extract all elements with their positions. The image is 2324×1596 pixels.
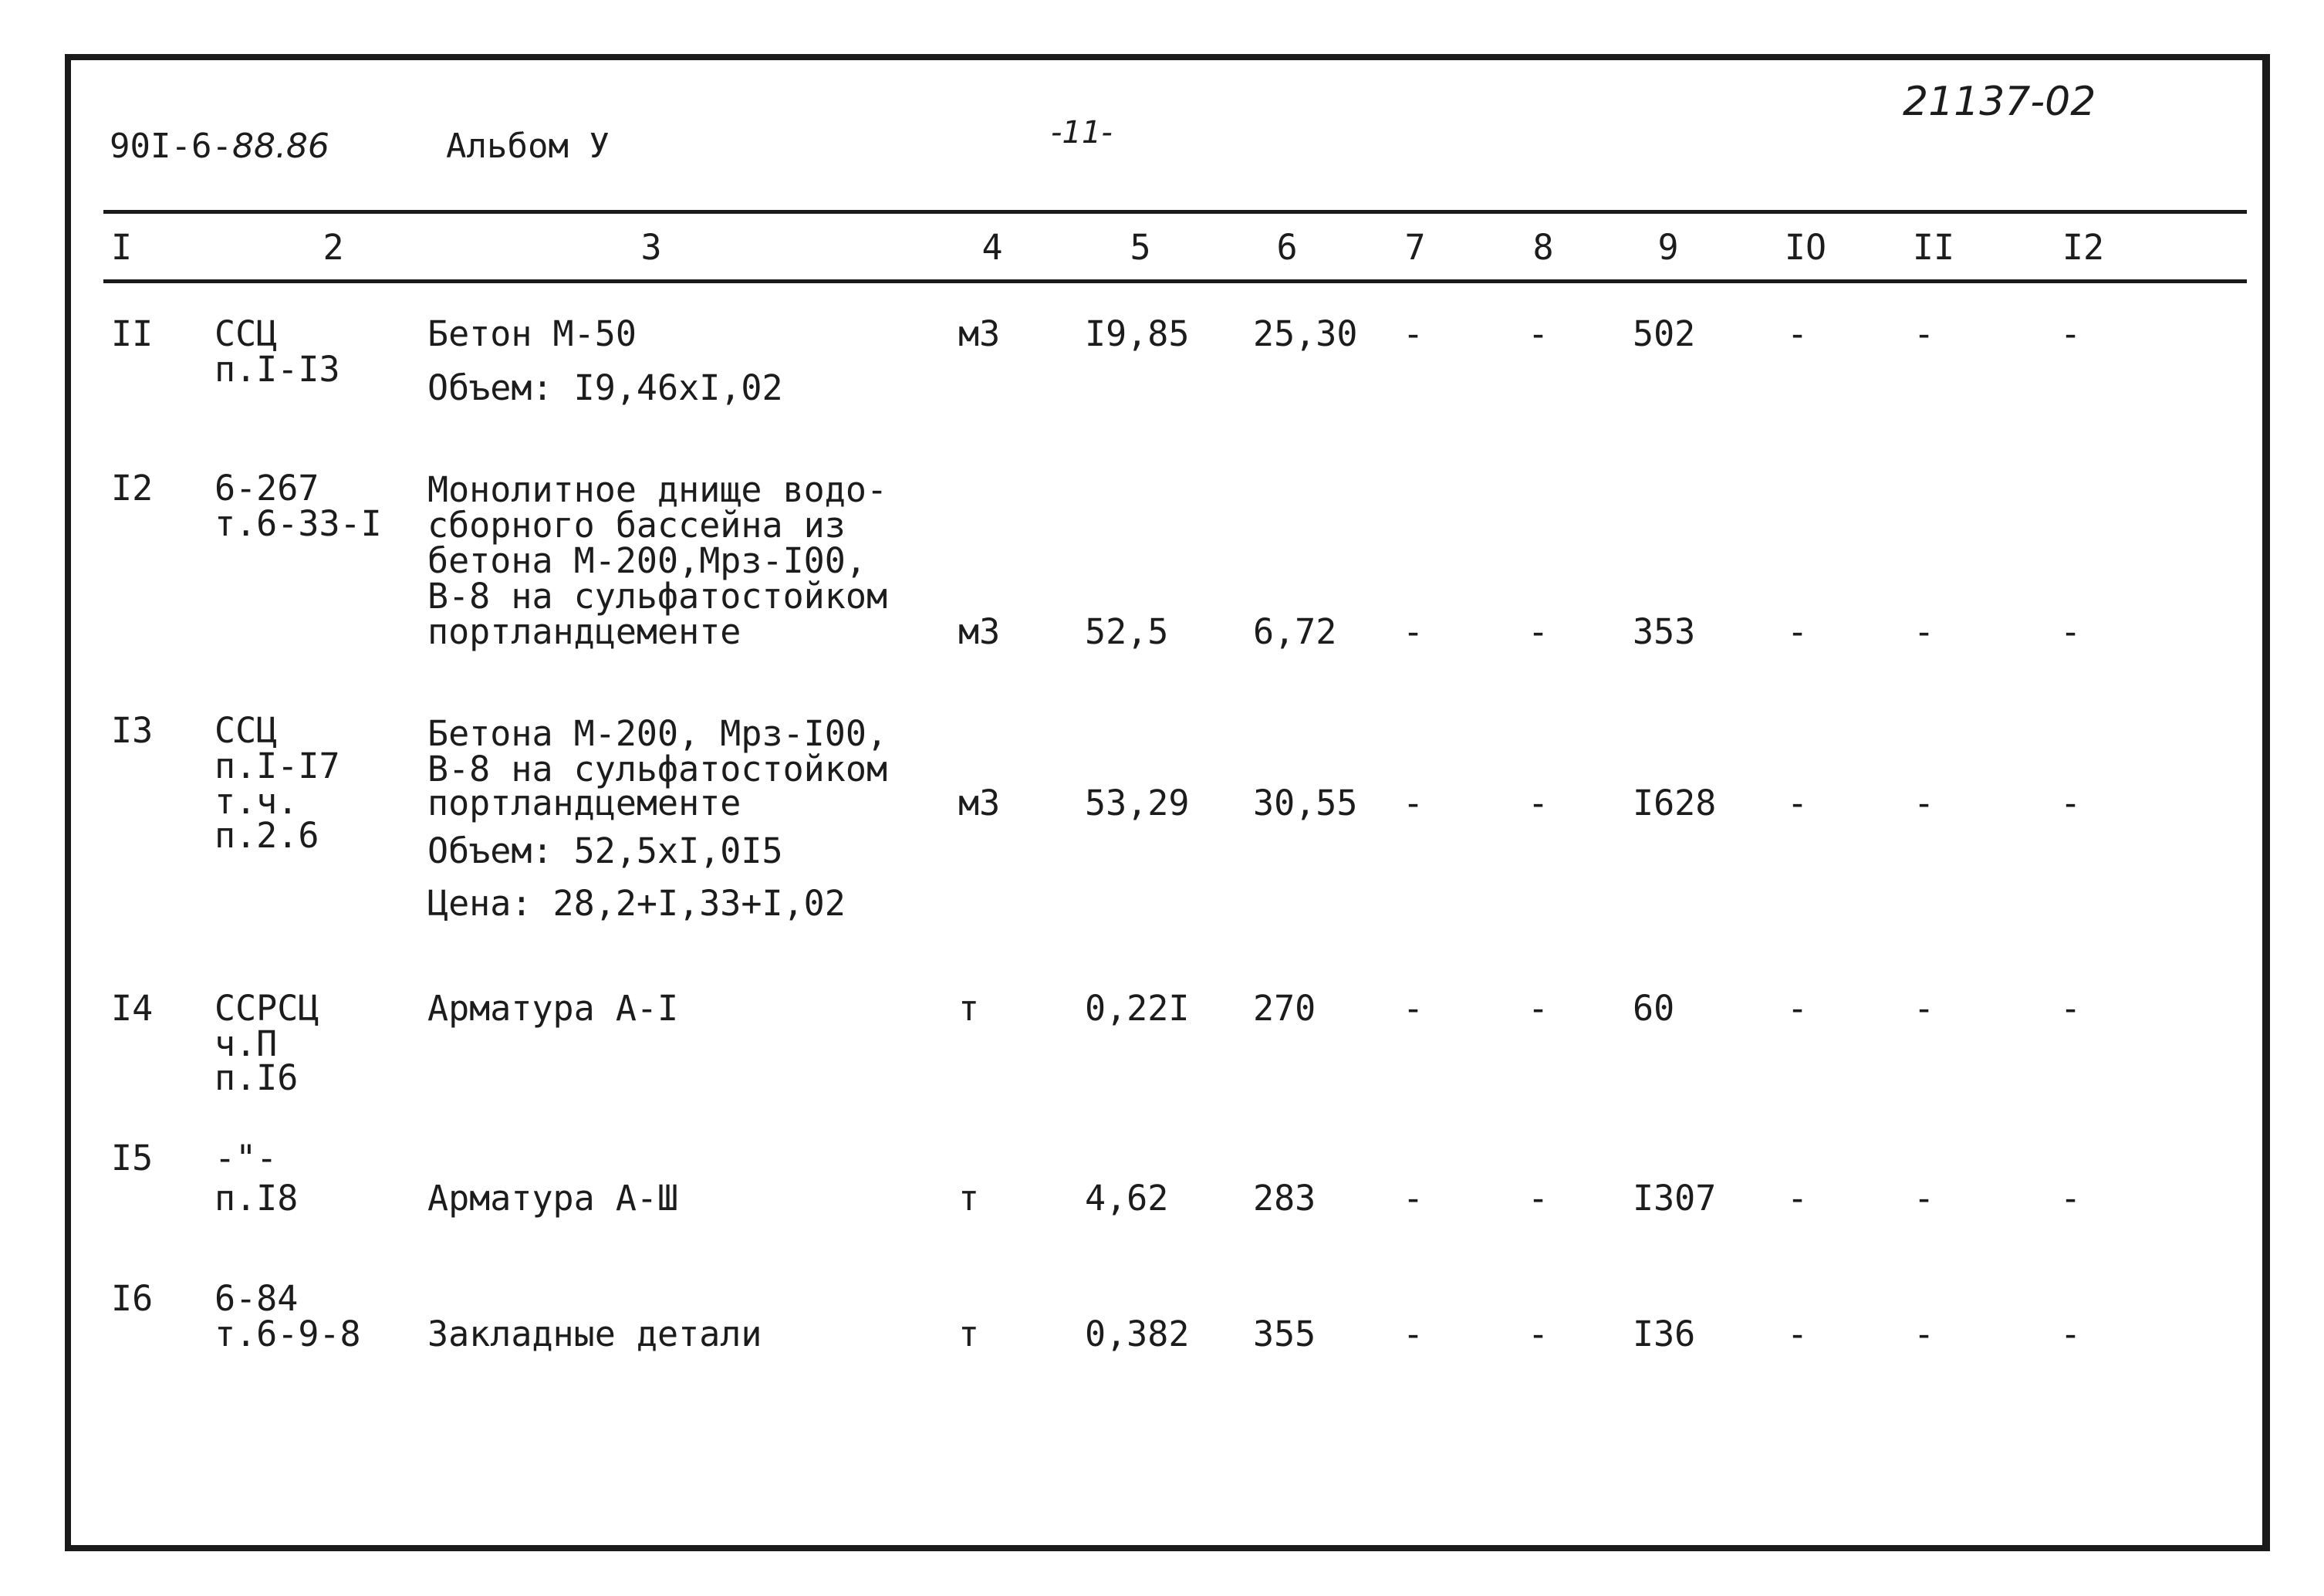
row-description: портландцементе bbox=[427, 783, 741, 823]
page-number: -11- bbox=[1051, 115, 1113, 150]
row-description: Бетона М-200, Мрз-I00, bbox=[427, 713, 888, 754]
row-description: бетона М-200,Мрз-I00, bbox=[427, 540, 866, 581]
row-number: I2 bbox=[111, 468, 154, 509]
col-header: 6 bbox=[1276, 227, 1298, 268]
row-total: I628 bbox=[1633, 783, 1717, 823]
row-note: Цена: 28,2+I,33+I,02 bbox=[427, 883, 846, 924]
col-header: 5 bbox=[1130, 227, 1151, 268]
row-description: портландцементе bbox=[427, 611, 741, 652]
row-col7: - bbox=[1403, 1314, 1424, 1354]
row-col11: - bbox=[1914, 1178, 1935, 1219]
row-quantity: 53,29 bbox=[1085, 783, 1190, 823]
row-price: 6,72 bbox=[1253, 611, 1337, 652]
row-price: 355 bbox=[1253, 1314, 1316, 1354]
row-price: 283 bbox=[1253, 1178, 1316, 1219]
doc-code bbox=[110, 127, 329, 166]
row-col10: - bbox=[1787, 1178, 1809, 1219]
row-col11: - bbox=[1914, 988, 1935, 1029]
row-col7: - bbox=[1403, 783, 1424, 823]
row-price: 30,55 bbox=[1253, 783, 1358, 823]
row-total: I36 bbox=[1633, 1314, 1696, 1354]
row-col12: - bbox=[2060, 313, 2082, 354]
row-description: Монолитное днище водо- bbox=[427, 469, 888, 510]
row-unit: т bbox=[958, 988, 980, 1029]
row-reference: ССЦ bbox=[214, 710, 278, 751]
row-reference: т.6-9-8 bbox=[214, 1314, 361, 1354]
col-header: 9 bbox=[1657, 227, 1679, 268]
row-number: I6 bbox=[111, 1278, 154, 1319]
row-reference: т.6-33-I bbox=[214, 503, 382, 544]
row-unit: м3 bbox=[958, 313, 1001, 354]
row-unit: т bbox=[958, 1178, 980, 1219]
row-col7: - bbox=[1403, 313, 1424, 354]
row-reference: 6-267 bbox=[214, 468, 319, 509]
row-reference: ССРСЦ bbox=[214, 988, 319, 1029]
row-quantity: 52,5 bbox=[1085, 611, 1169, 652]
row-description: Бетон М-50 bbox=[427, 313, 637, 354]
doc-code-handwritten: 88.86 bbox=[231, 127, 329, 166]
row-col12: - bbox=[2060, 988, 2082, 1029]
row-col12: - bbox=[2060, 611, 2082, 652]
row-price: 270 bbox=[1253, 988, 1316, 1029]
row-col11: - bbox=[1914, 1314, 1935, 1354]
row-number: I4 bbox=[111, 988, 154, 1029]
row-number: I5 bbox=[111, 1138, 154, 1178]
row-total: 502 bbox=[1633, 313, 1696, 354]
row-col8: - bbox=[1528, 313, 1549, 354]
row-number: I3 bbox=[111, 710, 154, 751]
row-unit: м3 bbox=[958, 611, 1001, 652]
row-col11: - bbox=[1914, 313, 1935, 354]
row-description: В-8 на сульфатостойком bbox=[427, 749, 888, 790]
row-quantity: I9,85 bbox=[1085, 313, 1190, 354]
row-quantity: 0,382 bbox=[1085, 1314, 1190, 1354]
row-reference: ССЦ bbox=[214, 313, 278, 354]
header-rule-bottom bbox=[103, 279, 2247, 283]
col-header: 8 bbox=[1532, 227, 1554, 268]
row-col10: - bbox=[1787, 313, 1809, 354]
row-reference: п.I-I3 bbox=[214, 349, 340, 390]
col-header: I bbox=[111, 227, 133, 268]
row-col8: - bbox=[1528, 611, 1549, 652]
row-unit: т bbox=[958, 1314, 980, 1354]
row-col10: - bbox=[1787, 783, 1809, 823]
row-col10: - bbox=[1787, 611, 1809, 652]
row-col10: - bbox=[1787, 988, 1809, 1029]
row-reference: п.2.6 bbox=[214, 815, 319, 856]
col-header: 7 bbox=[1404, 227, 1426, 268]
col-header: IO bbox=[1784, 227, 1827, 268]
row-note: Объем: 52,5хI,0I5 bbox=[427, 830, 783, 871]
row-description: Закладные детали bbox=[427, 1314, 762, 1354]
row-note: Объем: I9,46хI,02 bbox=[427, 367, 783, 408]
row-col7: - bbox=[1403, 611, 1424, 652]
row-quantity: 4,62 bbox=[1085, 1178, 1169, 1219]
row-col10: - bbox=[1787, 1314, 1809, 1354]
doc-code-typed: 90I-6- bbox=[110, 127, 232, 166]
row-col8: - bbox=[1528, 1314, 1549, 1354]
row-total: 60 bbox=[1633, 988, 1675, 1029]
row-col8: - bbox=[1528, 988, 1549, 1029]
row-reference: п.I6 bbox=[214, 1057, 299, 1098]
row-reference: 6-84 bbox=[214, 1278, 299, 1319]
row-col12: - bbox=[2060, 1178, 2082, 1219]
header-rule-top bbox=[103, 210, 2247, 214]
album-label: Альбом У bbox=[446, 127, 610, 166]
row-price: 25,30 bbox=[1253, 313, 1358, 354]
row-quantity: 0,22I bbox=[1085, 988, 1190, 1029]
row-reference: -"- bbox=[214, 1138, 278, 1178]
row-reference: п.I-I7 bbox=[214, 746, 340, 786]
col-header: II bbox=[1912, 227, 1955, 268]
row-reference: ч.П bbox=[214, 1023, 278, 1064]
row-col8: - bbox=[1528, 1178, 1549, 1219]
row-reference: п.I8 bbox=[214, 1178, 299, 1219]
row-col12: - bbox=[2060, 1314, 2082, 1354]
col-header: 2 bbox=[323, 227, 344, 268]
row-description: Арматура А-Ш bbox=[427, 1178, 679, 1219]
row-description: В-8 на сульфатостойком bbox=[427, 576, 888, 617]
row-col7: - bbox=[1403, 1178, 1424, 1219]
row-description: сборного бассейна из bbox=[427, 505, 846, 546]
col-header: 3 bbox=[640, 227, 662, 268]
col-header: I2 bbox=[2062, 227, 2105, 268]
row-description: Арматура А-I bbox=[427, 988, 679, 1029]
row-total: I307 bbox=[1633, 1178, 1717, 1219]
row-reference: т.ч. bbox=[214, 781, 299, 822]
stamp-number: 21137-02 bbox=[1903, 79, 2096, 125]
col-header: 4 bbox=[981, 227, 1003, 268]
row-total: 353 bbox=[1633, 611, 1696, 652]
row-col11: - bbox=[1914, 611, 1935, 652]
row-number: II bbox=[111, 313, 154, 354]
row-unit: м3 bbox=[958, 783, 1001, 823]
row-col11: - bbox=[1914, 783, 1935, 823]
row-col7: - bbox=[1403, 988, 1424, 1029]
row-col8: - bbox=[1528, 783, 1549, 823]
row-col12: - bbox=[2060, 783, 2082, 823]
